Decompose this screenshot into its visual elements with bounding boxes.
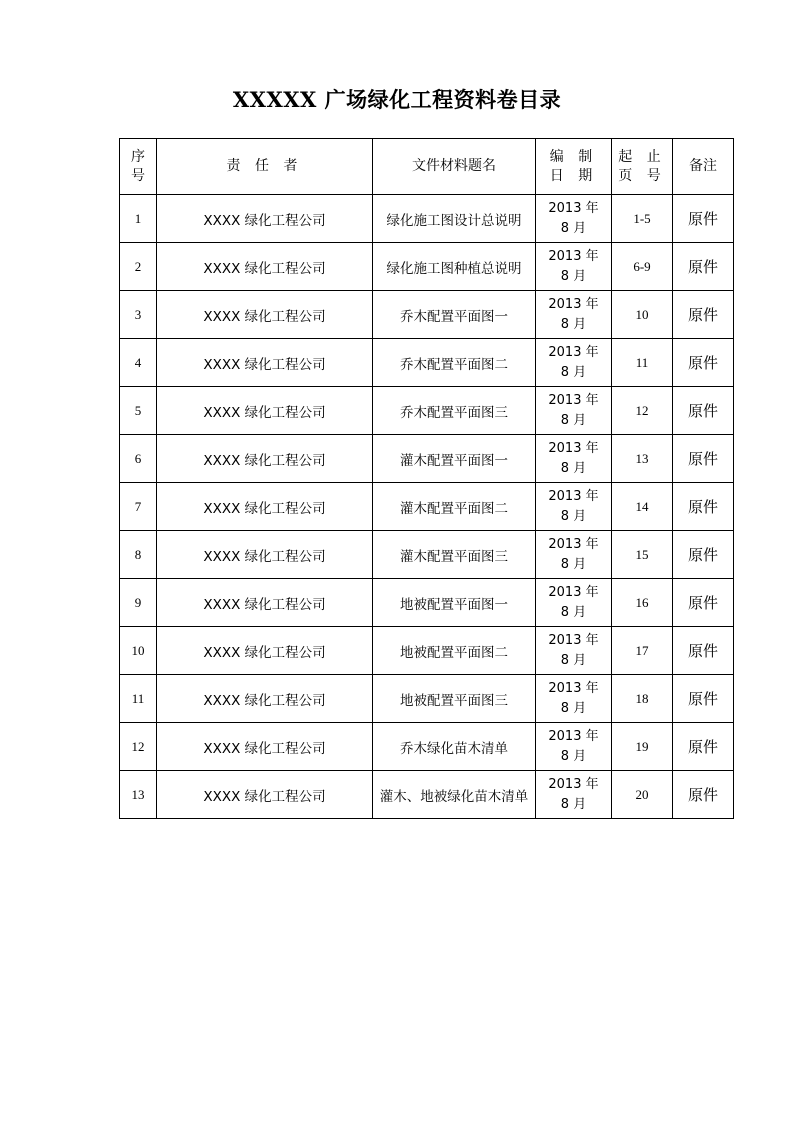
row-remarks: 原件 bbox=[673, 339, 734, 387]
row-page-range: 17 bbox=[612, 627, 673, 675]
row-responsible-party: XXXX 绿化工程公司 bbox=[157, 771, 373, 819]
row-compile-date bbox=[536, 531, 612, 579]
row-compile-date bbox=[536, 387, 612, 435]
row-remarks: 原件 bbox=[673, 291, 734, 339]
row-compile-date bbox=[536, 627, 612, 675]
table-row bbox=[120, 243, 734, 291]
table-row bbox=[120, 531, 734, 579]
row-serial-number: 5 bbox=[120, 387, 157, 435]
row-compile-date-month: 8 月 bbox=[560, 508, 587, 524]
row-responsible-party: XXXX 绿化工程公司 bbox=[157, 579, 373, 627]
header-page-range-line1: 起 止 bbox=[618, 148, 666, 165]
row-compile-date-month: 8 月 bbox=[560, 220, 587, 236]
table-row bbox=[120, 627, 734, 675]
row-responsible-party: XXXX 绿化工程公司 bbox=[157, 387, 373, 435]
row-compile-date-year: 2013 年 bbox=[548, 536, 599, 552]
row-page-range: 19 bbox=[612, 723, 673, 771]
row-responsible-party: XXXX 绿化工程公司 bbox=[157, 339, 373, 387]
row-remarks: 原件 bbox=[673, 627, 734, 675]
row-document-title: 灌木、地被绿化苗木清单 bbox=[373, 771, 536, 819]
row-compile-date-year: 2013 年 bbox=[548, 488, 599, 504]
row-compile-date bbox=[536, 483, 612, 531]
row-compile-date-year: 2013 年 bbox=[548, 440, 599, 456]
catalog-table bbox=[119, 138, 734, 819]
row-remarks: 原件 bbox=[673, 531, 734, 579]
row-serial-number: 2 bbox=[120, 243, 157, 291]
row-compile-date-month: 8 月 bbox=[560, 604, 587, 620]
row-compile-date-year: 2013 年 bbox=[548, 200, 599, 216]
row-compile-date-month: 8 月 bbox=[560, 364, 587, 380]
table-row bbox=[120, 483, 734, 531]
table-row bbox=[120, 579, 734, 627]
row-compile-date-year: 2013 年 bbox=[548, 296, 599, 312]
table-header-row bbox=[120, 139, 734, 195]
page-title: XXXXX 广场绿化工程资料卷目录 bbox=[232, 87, 562, 112]
row-serial-number: 4 bbox=[120, 339, 157, 387]
header-compile-date-line2: 日 期 bbox=[549, 167, 598, 184]
row-compile-date-month: 8 月 bbox=[560, 556, 587, 572]
row-serial-number: 9 bbox=[120, 579, 157, 627]
row-responsible-party: XXXX 绿化工程公司 bbox=[157, 531, 373, 579]
row-document-title: 灌木配置平面图二 bbox=[373, 483, 536, 531]
row-responsible-party: XXXX 绿化工程公司 bbox=[157, 627, 373, 675]
row-serial-number: 11 bbox=[120, 675, 157, 723]
row-responsible-party: XXXX 绿化工程公司 bbox=[157, 435, 373, 483]
row-compile-date bbox=[536, 243, 612, 291]
row-compile-date bbox=[536, 291, 612, 339]
row-document-title: 乔木绿化苗木清单 bbox=[373, 723, 536, 771]
row-page-range: 20 bbox=[612, 771, 673, 819]
row-page-range: 15 bbox=[612, 531, 673, 579]
row-page-range: 1-5 bbox=[612, 195, 673, 243]
row-compile-date-year: 2013 年 bbox=[548, 392, 599, 408]
table-row bbox=[120, 291, 734, 339]
row-serial-number: 6 bbox=[120, 435, 157, 483]
row-remarks: 原件 bbox=[673, 579, 734, 627]
row-document-title: 地被配置平面图一 bbox=[373, 579, 536, 627]
row-compile-date bbox=[536, 771, 612, 819]
row-remarks: 原件 bbox=[673, 387, 734, 435]
row-serial-number: 10 bbox=[120, 627, 157, 675]
row-responsible-party: XXXX 绿化工程公司 bbox=[157, 483, 373, 531]
row-document-title: 绿化施工图设计总说明 bbox=[373, 195, 536, 243]
row-document-title: 乔木配置平面图一 bbox=[373, 291, 536, 339]
header-remarks: 备注 bbox=[673, 139, 734, 195]
header-document-title: 文件材料题名 bbox=[373, 139, 536, 195]
row-compile-date-year: 2013 年 bbox=[548, 248, 599, 264]
table-row bbox=[120, 435, 734, 483]
header-compile-date bbox=[536, 139, 612, 195]
row-responsible-party: XXXX 绿化工程公司 bbox=[157, 723, 373, 771]
row-responsible-party: XXXX 绿化工程公司 bbox=[157, 291, 373, 339]
table-body bbox=[120, 195, 734, 819]
row-compile-date-year: 2013 年 bbox=[548, 728, 599, 744]
row-compile-date-year: 2013 年 bbox=[548, 632, 599, 648]
row-responsible-party: XXXX 绿化工程公司 bbox=[157, 195, 373, 243]
row-page-range: 10 bbox=[612, 291, 673, 339]
row-page-range: 12 bbox=[612, 387, 673, 435]
row-compile-date-month: 8 月 bbox=[560, 748, 587, 764]
row-document-title: 地被配置平面图三 bbox=[373, 675, 536, 723]
row-serial-number: 12 bbox=[120, 723, 157, 771]
row-page-range: 14 bbox=[612, 483, 673, 531]
table-row bbox=[120, 675, 734, 723]
row-compile-date-month: 8 月 bbox=[560, 460, 587, 476]
row-compile-date bbox=[536, 723, 612, 771]
row-compile-date-month: 8 月 bbox=[560, 316, 587, 332]
row-compile-date bbox=[536, 675, 612, 723]
row-compile-date-month: 8 月 bbox=[560, 700, 587, 716]
row-page-range: 6-9 bbox=[612, 243, 673, 291]
row-page-range: 11 bbox=[612, 339, 673, 387]
row-remarks: 原件 bbox=[673, 243, 734, 291]
row-responsible-party: XXXX 绿化工程公司 bbox=[157, 243, 373, 291]
row-document-title: 地被配置平面图二 bbox=[373, 627, 536, 675]
row-compile-date-year: 2013 年 bbox=[548, 680, 599, 696]
row-compile-date-year: 2013 年 bbox=[548, 584, 599, 600]
row-page-range: 13 bbox=[612, 435, 673, 483]
row-compile-date-month: 8 月 bbox=[560, 412, 587, 428]
row-document-title: 绿化施工图种植总说明 bbox=[373, 243, 536, 291]
row-remarks: 原件 bbox=[673, 723, 734, 771]
row-remarks: 原件 bbox=[673, 195, 734, 243]
row-serial-number: 7 bbox=[120, 483, 157, 531]
row-document-title: 乔木配置平面图二 bbox=[373, 339, 536, 387]
row-page-range: 16 bbox=[612, 579, 673, 627]
row-compile-date-month: 8 月 bbox=[560, 268, 587, 284]
row-document-title: 乔木配置平面图三 bbox=[373, 387, 536, 435]
table-row bbox=[120, 723, 734, 771]
row-compile-date-month: 8 月 bbox=[560, 796, 587, 812]
row-serial-number: 13 bbox=[120, 771, 157, 819]
row-compile-date bbox=[536, 435, 612, 483]
table-row bbox=[120, 195, 734, 243]
row-serial-number: 1 bbox=[120, 195, 157, 243]
row-serial-number: 8 bbox=[120, 531, 157, 579]
row-compile-date bbox=[536, 579, 612, 627]
row-compile-date-year: 2013 年 bbox=[548, 344, 599, 360]
header-page-range-line2: 页 号 bbox=[618, 167, 666, 184]
table-row bbox=[120, 387, 734, 435]
row-document-title: 灌木配置平面图一 bbox=[373, 435, 536, 483]
header-serial-number-line1: 序 bbox=[131, 148, 145, 165]
row-responsible-party: XXXX 绿化工程公司 bbox=[157, 675, 373, 723]
table-row bbox=[120, 339, 734, 387]
row-document-title: 灌木配置平面图三 bbox=[373, 531, 536, 579]
row-page-range: 18 bbox=[612, 675, 673, 723]
header-serial-number bbox=[120, 139, 157, 195]
row-remarks: 原件 bbox=[673, 435, 734, 483]
header-serial-number-line2: 号 bbox=[131, 167, 145, 184]
row-serial-number: 3 bbox=[120, 291, 157, 339]
header-responsible-party: 责 任 者 bbox=[157, 139, 373, 195]
row-compile-date-month: 8 月 bbox=[560, 652, 587, 668]
row-remarks: 原件 bbox=[673, 483, 734, 531]
row-compile-date-year: 2013 年 bbox=[548, 776, 599, 792]
table-row bbox=[120, 771, 734, 819]
row-compile-date bbox=[536, 339, 612, 387]
header-compile-date-line1: 编 制 bbox=[549, 148, 598, 165]
header-page-range bbox=[612, 139, 673, 195]
row-remarks: 原件 bbox=[673, 771, 734, 819]
row-remarks: 原件 bbox=[673, 675, 734, 723]
row-compile-date bbox=[536, 195, 612, 243]
